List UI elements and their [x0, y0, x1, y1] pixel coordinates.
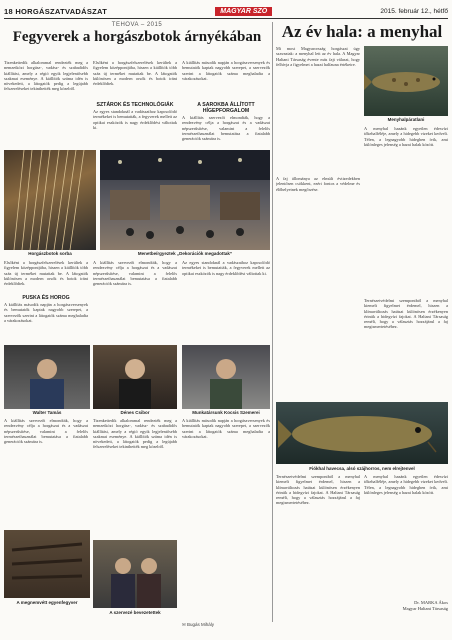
column-divider: [272, 22, 273, 622]
article-para: A kiállítás második napján a horgászversenyek és bemutatók kaptak nagyobb szerepet, a szervezők szerint a látogatók száma meghaladta a várakozásokat.: [182, 60, 270, 81]
photo-organizers: [93, 540, 177, 608]
article-para: Ternészetvédelmi szempontból a menyhal kiemelt figyelmet érdemel, hiszen a klímaváltozás hatásai különösen érzékenyen érintik a hidegvízi fajokat. A Haltani Társaság reméli, hogy a választás hozzájárul a faj megismertetéséhez.: [276, 474, 360, 506]
photo-caption: Walter Tamás: [32, 410, 62, 415]
author-signature: [364, 600, 448, 611]
article-para: A kiállítás második napján a horgászversenyek és bemutatók kaptak nagyobb szerepet, a szervezők szerint a látogatók száma meghaladta a várakozásokat.: [182, 418, 270, 439]
photo-burbot: [364, 46, 448, 116]
photo-caption: Dénes Csibor: [120, 410, 150, 415]
section-heading: A SAROKBA ÁLLÍTOTT HÍGEPFORGALOM: [197, 102, 255, 114]
article-intro: Tizenkettedik alkalommal rendezték meg a nemzetközi horgász-, vadász- és szabadidős kiállítást, amely a régió egyik legjelentősebb szakmai eseménye. A kiállítók száma idén is növekedett, a látogatók pedig a legújabb felszereléseket tekinthették meg közelről.: [4, 60, 88, 92]
photo-kocsis: [182, 345, 270, 409]
photo-caption: Menetbeírgyeztek „Dekorációk megadottak”: [137, 251, 233, 256]
photo-exhibition-hall: [100, 150, 270, 250]
article-para: Tizenkettedik alkalommal rendezték meg a nemzetközi horgász-, vadász- és szabadidős kiállítást, amely a régió egyik legjelentősebb szakmai eseménye. A kiállítók száma idén is növekedett, a látogatók pedig a legújabb felszereléseket tekinthették meg közelről.: [93, 418, 177, 450]
article-author: ✉ Bugás Mihály: [182, 622, 215, 627]
article-para: Az egyes standoknál a vadászathoz kapcsolódó termékeket is bemutatták, a fegyverek mellett az optikai eszközök is nagy érdeklődést váltottak ki.: [93, 109, 177, 130]
photo-gun-display: [4, 530, 90, 598]
issue-date: 2015. február 12., hétfő: [380, 8, 448, 15]
photo-caption: A megnemvétt egyenfegyver: [16, 600, 78, 605]
left-article: [4, 22, 270, 46]
photo-denes: [93, 345, 177, 409]
photo-caption: Munkatársunk Kocsis Szemerei: [192, 410, 260, 415]
article-para: A kiállítás szervezői elmondták, hogy a rendezvény célja a horgászat és a vadászat népszerűsítése, valamint a felelős természethasználat bemutatása a fiatalabb generációk számára is.: [93, 260, 177, 287]
photo-caption: Fiókhal havecsa, alsó szájhorros, nem elrejtenvel: [309, 466, 415, 471]
signature-org: Magyar Haltani Társaság: [402, 605, 448, 611]
article-para: A menyhal hazánk egyetlen édesvízi tőkehalféléje, amely a hidegebb vizeket kedveli. Télen, a legnagyobb hidegben ívik, ami különleges jelenség a hazai halak között.: [364, 126, 448, 147]
newspaper-logo: MAGYAR SZÓ: [215, 7, 272, 16]
article-column-2: [93, 60, 177, 161]
article-para: A kiállítás szervezői elmondták, hogy a rendezvény célja a horgászat és a vadászat népszerűsítése, valamint a felelős természethasználat bemutatása a fiatalabb generációk számára is.: [4, 418, 88, 445]
article-title: Az év hala: a menyhal: [281, 22, 443, 41]
section-heading: SZTÁROK ÉS TECHNOLÓGIÁK: [96, 102, 174, 108]
article-para: A kiállítás szervezői elmondták, hogy a rendezvény célja a horgászat és a vadászat népszerűsítése, valamint a felelős természethasználat bemutatása a fiatalabb generációk számára is.: [182, 115, 270, 142]
photo-fishing-rods: [4, 150, 96, 250]
article-para: A menyhal hazánk egyetlen édesvízi tőkehalféléje, amely a hidegebb vizeket kedveli. Télen, a legnagyobb hidegben ívik, ami különleges jelenség a hazai halak között.: [364, 474, 448, 495]
photo-caption: A szervezé bevezetettek: [109, 610, 161, 615]
page-label: 18 HORGÁSZATVADÁSZAT: [4, 7, 108, 16]
photo-burbot-closeup: [276, 402, 448, 464]
article-para: A kiállítás második napján a horgászversenyek és bemutatók kaptak nagyobb szerepet, a szervezők szerint a látogatók száma meghaladta a várakozásokat.: [4, 302, 88, 323]
article-para: Az egyes standoknál a vadászathoz kapcsolódó termékeket is bemutatták, a fegyverek mellett az optikai eszközök is nagy érdeklődést váltottak ki.: [182, 260, 270, 276]
photo-caption: Menyhalpáratlani: [387, 117, 425, 122]
section-heading: PUSKA ÉS HOROG: [22, 295, 70, 301]
article-title: Fegyverek a horgászbotok árnyékában: [12, 29, 262, 45]
photo-caption: Horgászbotok sorba: [28, 251, 72, 256]
article-intro: Mi most Magyarország horgászai úgy szavaztak: a menyhal lett az év hala. A Magyar Haltani Társaság évente más fajt választ, hogy felhívja a figyelmet a hazai halfauna értékeire.: [276, 46, 360, 67]
article-para: Elsőként a horgászfelszerelések kerültek a figyelem középpontjába, hiszen a kiállítók több száz új terméket mutattak be. A látogatók különösen a modern orsók és botok iránt érdeklődtek.: [4, 260, 88, 287]
article-para: A faj állománya az elmúlt évtizedekben jelentősen csökkent, ezért fontos a védelme és élőhelyeinek megőrzése.: [276, 176, 360, 192]
right-article: [276, 22, 448, 42]
article-para: Ternészetvédelmi szempontból a menyhal kiemelt figyelmet érdemel, hiszen a klímaváltozás hatásai különösen érzékenyen érintik a hidegvízi fajokat. A Haltani Társaság reméli, hogy a választás hozzájárul a faj megismertetéséhez.: [364, 298, 448, 330]
signature-name: Dr. MARKA Ákos: [414, 600, 448, 605]
page-header: [4, 5, 448, 19]
photo-walter-tamas: [4, 345, 90, 409]
article-kicker: TEHOVA – 2015: [111, 22, 163, 28]
article-para: Elsőként a horgászfelszerelések kerültek a figyelem középpontjába, hiszen a kiállítók több száz új terméket mutattak be. A látogatók különösen a modern orsók és botok iránt érdeklődtek.: [93, 60, 177, 87]
